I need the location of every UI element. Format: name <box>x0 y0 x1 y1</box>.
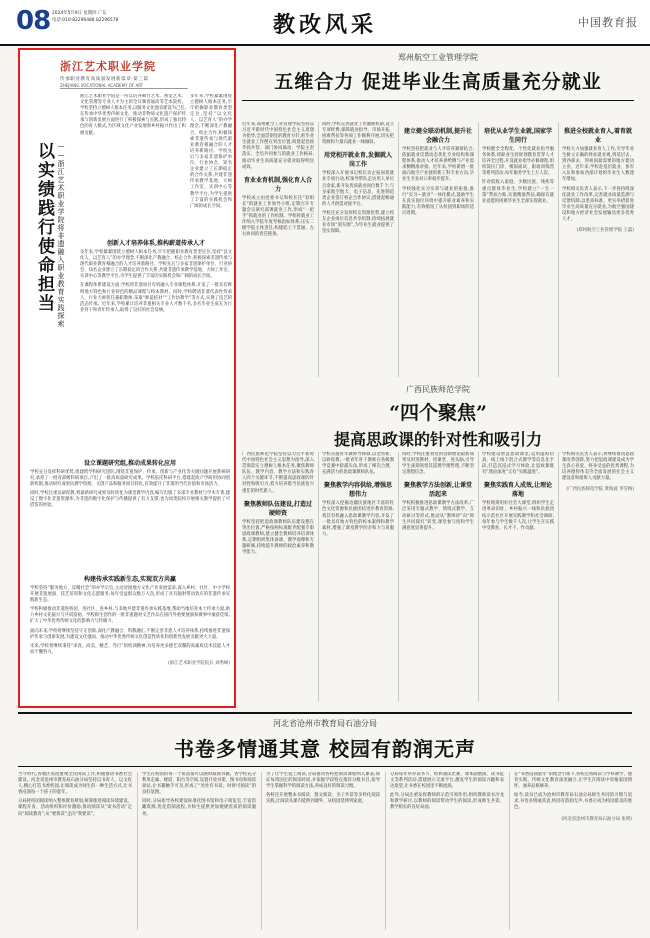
article-zzhk-c5-p2: 学校相关负责人表示,下一步将持续深化就业工作改革,完善就业质量监测与反馈机制,以更高标准、更实举措促进毕业生高质量充分就业,为航空强国建设和地方经济社会发展输送更多优秀人才。 <box>562 186 634 223</box>
feature-intro-column-2 <box>190 94 232 229</box>
article-zzhk-col-4 <box>482 122 554 377</box>
article-gxmz-header <box>242 384 634 454</box>
article-bottom-col-2 <box>142 772 256 930</box>
article-bottom-col-5 <box>514 772 632 930</box>
article-gxmz-c2-head: 聚焦教学内容供给,增强思想伟力 <box>323 482 393 499</box>
column-divider-10 <box>261 772 262 930</box>
article-bottom-header <box>18 718 632 762</box>
article-zzhk-title: 五维合力 促进毕业生高质量充分就业 <box>274 71 602 93</box>
article-zzhk-c1-head: 育业业育机制,强化育人合力 <box>243 176 313 193</box>
article-gxmz-c2-p2: 学校深入挖掘边疆民族地区丰富的红色文化资源和民族团结进步教育资源,将其有机融入思政课教学内容,开发了一批具有地方特色的校本案例和教学素材,增强了课堂教学的亲和力与说服力。 <box>322 501 394 537</box>
article-gxmz-col-5 <box>562 452 634 702</box>
article-bottom-c5-p2: 如今,读书已成为沧州市教育局石油分局师生共同的习惯与追求,书卷多情通其意,校园有韵润无声,书香正成为校园最美的底色。 <box>514 793 632 811</box>
article-zzhk-c2-p1: 同时,学校完善就业工作激励机制,设立专项经费,保障就业指导、市场开拓、困难帮扶等各项工作顺利开展,切实把资源和力量向就业一线倾斜。 <box>322 122 394 146</box>
feature-section-1-head: 创新人才培养体系,推构薪道传承人才 <box>106 240 206 247</box>
article-gxmz-caption: (广西民族师范学院 黄海波 李雪梅) <box>566 487 634 493</box>
feature-logo <box>60 58 188 89</box>
masthead <box>0 0 650 46</box>
feature-logo-subtitle-en: ZHEJIANG VOCATIONAL ACADEMY OF ART <box>60 83 144 88</box>
article-bottom-c1-p1: 当今时代,各地区高度重视全民阅读工作,积极推动书香社会建设。河北省沧州市教育局石油分局坚持以书育人、以文化人,精心打造书香校园,让阅读成为师生的一种生活方式,让书香浸润每一个孩子的童年。 <box>18 772 132 796</box>
feature-intro-column <box>80 94 186 229</box>
feature-section-3-para-2: 学校积极推动非遗进校园、进社区、进乡村,与多地共建非遗传承实践基地,帮助当地培育本土传承力量,助力乡村文化振兴与共同富裕。学校师生创作的一批非遗题材文艺作品在国内外重要展演和赛事中屡获佳绩,扩大了中华优秀传统文化的影响力与传播力。 <box>30 607 230 625</box>
masthead-rule <box>0 44 650 46</box>
masthead-meta-line-2: 电话:010-82296488 82296578 <box>52 18 119 23</box>
article-zzhk-caption: (郑州航空工业管理学院 王磊) <box>576 228 634 234</box>
feature-section-3-para-3: 面向未来,学校将继续坚持守正创新,深化产教融合、科教融汇,不断完善非遗人才培养体系,持续推进非遗保护传承与创新发展,为建设文化强国、推动中华优秀传统文化创造性转化和创新性发展贡献更大力量。 <box>30 628 230 640</box>
article-bottom-c1-p2: 分局将校园阅读纳入整体教育规划,统筹推进阅读环境建设、课程开发、活动组织和评价激励,推动阅读从“读书活动”走向“阅读教育”,从“要我读”走向“我要读”。 <box>18 799 132 817</box>
feature-section-1-para-1: 多年来,学校紧紧围绕立德树人根本任务,牢牢把握职业教育类型定位,坚持“以文化人、以艺育人”的办学理念,不断深化产教融合、校企合作,积极探索非遗传承与现代职业教育相融合的人才培养新路径。学校先后与多家非遗保护单位、行业协会、知名企业建立了长期稳定的合作关系,共建非遗传承教学基地、大师工作室、实训中心等教学平台,为学生提供了丰富的实践机会和广阔的成长空间。 <box>80 250 232 280</box>
article-gxmz-c4-p2: 学校统筹用好社会大课堂,组织学生走进革命旧址、乡村振兴一线和民族团结示范社区开展实践教学和社会调研,每年参与学生数千人次,让学生在实践中受教育、长才干、作贡献。 <box>482 501 554 531</box>
feature-section-1 <box>80 234 232 448</box>
article-bottom-title: 书卷多情通其意 校园有韵润无声 <box>174 737 476 761</box>
feature-caption: (浙江艺术职业学院院长 刘秀峰) <box>168 660 230 666</box>
article-zzhk-c1-p1: 近年来,郑州航空工业管理学院坚持以习近平新时代中国特色社会主义思想为指导,全面贯彻党的教育方针,把毕业生就业工作摆在突出位置,构建起党政齐抓共管、部门协同联动、学院主责落实、全员共同参与的就业工作格局,推动毕业生高质量充分就业取得明显成效。 <box>242 122 314 170</box>
column-divider-6 <box>398 452 399 702</box>
column-divider-1 <box>318 122 319 377</box>
section-title: 教改风采 <box>272 12 377 38</box>
article-zzhk-c3-head: 建立健全联动机制,提升社会融合力 <box>403 128 473 144</box>
article-gxmz-c3-head: 聚焦教学方法创新,让课堂活起来 <box>403 482 473 499</box>
column-divider-8 <box>558 452 559 702</box>
feature-section-3 <box>30 570 230 700</box>
column-divider-4 <box>558 122 559 377</box>
article-bottom-c4-p1: 分局每年举办读书节、经典诵读比赛、课本剧展演、读书征文等系列活动,搭建展示交流平台,激发学生的阅读兴趣和表达欲望,让书香在校园里不断流淌。 <box>390 772 504 790</box>
article-bottom-c3-p1: 为了让学生爱上阅读,分局推动各校把阅读课程纳入课表,保证每周固定的阅读时间,并依据学段特点推荐分级书目,指导学生掌握科学的阅读方法,养成良好的阅读习惯。 <box>266 772 380 790</box>
feature-section-2 <box>30 454 230 564</box>
feature-intro-continued: 多年来,学校紧紧围绕立德树人根本任务,牢牢把握职业教育类型定位,坚持“以文化人、以艺育人”的办学理念,不断深化产教融合、校企合作,积极探索非遗传承与现代职业教育相融合的人才培养新路径。学校先后与多家非遗保护单位、行业协会、知名企业建立了长期稳定的合作关系,共建非遗传承教学基地、大师工作室、实训中心等教学平台,为学生提供了丰富的实践机会和广阔的成长空间。 <box>190 94 232 209</box>
article-bottom-c5-p1: 在“书香浸润童年”的理念引领下,各校还将阅读与学科教学、德育实践、传统文化教育深度融合,让学生在阅读中厚植家国情怀、涵养品格修养。 <box>514 772 632 790</box>
article-gxmz-c1-head: 聚焦教师队伍建设,打造过硬师资 <box>243 500 313 517</box>
article-bottom-caption: (河北省沧州市教育局石油分局 张明) <box>561 816 632 822</box>
feature-section-2-head: 设立课题研究组,推动成果转化应用 <box>83 460 177 467</box>
column-divider-12 <box>509 772 510 930</box>
feature-section-3-head: 构建传承实践新生态,实现双方共赢 <box>83 576 177 583</box>
article-gxmz-institution: 广西民族师范学院 <box>406 385 470 394</box>
column-divider-5 <box>318 452 319 702</box>
newspaper-brand: 中国教育报 <box>578 16 638 29</box>
feature-section-2-para-1: 学校充分发挥科研优势,组建跨学科研究团队,围绕非遗保护、传承、创新与产业化等关键问题开展系统研究,承担了一批省部级科研项目,产出了一批高质量研究成果。学校依托科研平台,搭建起政产学研用协同创新机制,推动研究成果向教学资源、文创产品和服务项目转化,有效提升了非遗的当代价值和市场活力。 <box>30 470 230 488</box>
article-gxmz-col-2 <box>322 452 394 702</box>
article-zzhk-c5-head: 推进全校就业育人,着育就业 <box>563 128 633 144</box>
article-zzhk-c5-p1: 学校大力加强就业育人工作,引导毕业生树立正确的择业就业观,到基层去、到西部去、到祖国最需要的地方建功立业。近年来,学校赴基层就业、参军入伍和参加西部计划的毕业生人数逐年增加。 <box>562 147 634 183</box>
article-gxmz-col-3 <box>402 452 474 702</box>
bottom-article-top-rule <box>18 712 632 714</box>
feature-headline: 以实绩践行使命担当 <box>34 142 54 313</box>
feature-highlight-box <box>18 48 236 708</box>
column-divider-7 <box>478 452 479 702</box>
column-divider-3 <box>478 122 479 377</box>
article-bottom-rule <box>18 766 632 767</box>
article-zzhk-c3-p2: 学校强化实习实训与就业的衔接,推行“实习—就业”一体化模式,鼓励学生在真实岗位环境中提升职业素养和实践能力,有效缩短了从校园到职场的适应周期。 <box>402 186 474 216</box>
article-gxmz-c3-p1: 同时,学校注重将党的创新理论最新成果及时进教材、进课堂、进头脑,引导学生深刻领悟其道理学理哲理,不断坚定理想信念。 <box>402 452 474 476</box>
article-zzhk-rule <box>242 100 634 101</box>
article-bottom-col-1 <box>18 772 132 930</box>
article-gxmz-lead: 广西民族师范学院坚持以习近平新时代中国特色社会主义思想为指导,深入贯彻落实立德树人根本任务,聚焦教师队伍、教学内容、教学方法和实践育人四个关键环节,不断提高思政课的针对性和吸引力,着力培养堪当民族复兴重任的时代新人。 <box>242 452 314 494</box>
feature-logo-title: 浙江艺术职业学院 <box>60 60 156 73</box>
feature-section-3-para-4: 未来,学校将继续秉持“求真、尚美、精艺、笃行”的校训精神,为培养更多德艺双馨的高素质技术技能人才而不懈努力。 <box>30 643 230 655</box>
feature-subheadline: ——浙江艺术职业学院将非遗融入职业教育实践探索 <box>57 142 65 328</box>
article-gxmz-col-1 <box>242 452 314 702</box>
article-bottom-institution: 河北省沧州市教育局石油分局 <box>273 719 377 728</box>
article-gxmz-title-2: 提高思政课的针对性和吸引力 <box>333 430 542 449</box>
article-zzhk-c2-head: 用党相开就业育,发掘就人岗工作 <box>323 152 393 169</box>
article-zzhk-col-5 <box>562 122 634 377</box>
feature-intro: 浙江艺术职业学院是一所以培养舞台艺术、视觉艺术、文化管理等专业人才为主的全日制普通高等艺术院校。学校坚持立德树人根本任务,以服务文化强省建设为己任,在传承中华优秀传统文化、推动非物质文化遗产保护传承与创新发展方面进行了积极探索与实践,形成了独具特色的育人模式,为区域文化产业发展和乡村振兴作出了积极贡献。 <box>80 94 186 136</box>
page-number: 08 <box>16 6 51 36</box>
feature-logo-subtitle: 传承职业教育高质量发展新篇章·第三篇 <box>60 77 149 82</box>
article-zzhk-c4-p2: 针对低收入家庭、少数民族、残疾等重点群体毕业生,学校建立“一生一策”帮扶台账,实施精准帮扶,确保有就业意愿的困难毕业生全部实现就业。 <box>482 180 554 204</box>
article-zzhk-c4-p1: 学校健全全程化、个性化就业指导服务体系,将职业生涯规划教育贯穿人才培养全过程,开设就业指导必修课程,组织简历门诊、模拟面试、职场训练营等系列活动,每年服务学生上万人次。 <box>482 147 554 177</box>
article-zzhk-institution: 郑州航空工业管理学院 <box>398 53 478 62</box>
article-bottom-c4-p2: 此外,分局注重发挥教师的示范引领作用,组织教师读书沙龙和教学研讨,以教师的阅读带动学生的阅读,形成师生共读、教学相长的良好局面。 <box>390 793 504 811</box>
article-gxmz-col-4 <box>482 452 554 702</box>
article-gxmz-c4-p1: 学校建设智慧思政课堂,运用虚拟仿真、线上线下混合式教学等信息化手段,打造沉浸式学习体验,让思政课既有“理论深度”又有“实践温度”。 <box>482 452 554 476</box>
article-gxmz-c3-p2: 学校积极推进思政课教学方法改革,广泛采用专题式教学、情境式教学、互动研讨等形式,推动从“教师讲”向“师生共同探究”转变,课堂参与度和学生满意度显著提升。 <box>402 501 474 531</box>
article-gxmz-c1-p1: 学校坚持把思政课教师队伍建设摆在突出位置,严格按照标准配齐配强专职思政课教师,建立健全教师培养培训体系,定期组织集体备课、教学观摩和专题研修,持续提升教师的政治素养和教学能力。 <box>242 519 314 556</box>
column-divider-11 <box>385 772 386 930</box>
article-bottom-c2-p1: 学生在校园的每一个角落都可以随时取阅书籍。各学校充分利用走廊、楼道、阳台等空间,设置开放书架、图书角和阅读驿站,让书籍触手可及,形成了“处处有书读、时时可阅读”的良好氛围。 <box>142 772 256 796</box>
article-zzhk-c2-p2: 学校深入开展书记校长访企拓岗促就业专项行动,校领导带队走访用人单位百余家,新开发优质就业岗位数千个,与多家航空航天、电子信息、先进制造类企业签订校企合作协议,搭建起畅通的人才供需对接平台。 <box>322 171 394 207</box>
article-gxmz-c4-head: 聚焦实践育人成效,让理论落地 <box>483 482 553 499</box>
article-bottom-col-3 <box>266 772 380 930</box>
article-zzhk-c4-head: 培优从业学生业就,国家学生同行 <box>483 128 553 144</box>
article-gxmz-c5-p1: 学校相关负责人表示,将继续推动思政课改革创新,努力把思政课建设成为学生真心喜爱、终身受益的优秀课程,为培养德智体美劳全面发展的社会主义建设者和接班人贡献力量。 <box>562 452 634 482</box>
article-zzhk-c3-p1: 学校坚持把就业与人才培养紧密结合,依据就业反馈动态优化专业结构和课程体系,推动人才培养供给侧与产业需求侧精准对接。近年来,学校新增一批面向航空产业链的新工科专业方向,毕业生专业对口率稳步提升。 <box>402 147 474 183</box>
article-gxmz-title-1: “四个聚焦” <box>389 402 487 424</box>
feature-section-3-para-1: 学校坚持“服务地方、反哺社会”的办学宗旨,主动对接地方文化产业发展需求,深入乡村、社区、中小学校开展非遗展演、技艺培训和文化志愿服务,每年受益群众数万人次,形成了具有辐射带动效应的非遗传承实践新生态。 <box>30 586 230 604</box>
column-divider-9 <box>137 772 138 930</box>
article-zzhk-c2-p3: 学校还充分发挥校友资源优势,建立校友企业岗位信息共享机制,持续拓展就业市场“朋友圈”,为毕业生就业提供了坚实保障。 <box>322 210 394 235</box>
article-bottom-col-4 <box>390 772 504 930</box>
feature-section-1-para-2: 在课程体系建设方面,学校将非遗项目有机融入专业课程体系,开发了一批具有鲜明地方特色和行业特色的精品课程与校本教材。同时,学校聘请非遗代表性传承人、行业大师担任兼职教师,采取“师徒结对”“工作坊教学”等方式,实现了技艺的活态传承。近年来,学校累计培养非遗相关专业人才数千名,多名毕业生成长为行业骨干和青年传承人,取得了良好的社会反响。 <box>80 283 232 313</box>
feature-section-2-para-2: 同时,学校注重以研促教,将最新研究成果及时转化为课堂教学内容,编写出版了多部专业教材与学术专著,建设了数字化非遗资源库,为非遗的数字化保护与传播提供了有力支撑,也为同类院校开展相关教学提供了可借鉴的经验。 <box>30 491 230 509</box>
article-zzhk-col-3 <box>402 122 474 377</box>
article-zzhk-c1-p2: 学校成立由党委书记和校长任“双组长”的就业工作领导小组,定期召开专题会议研究部署就业工作,形成“一把手”抓就业的工作机制。学校将就业工作纳入学院年度考核指标体系,压实二级学院主体责任,构建起上下贯通、左右协同的责任链条。 <box>242 195 314 238</box>
article-bottom-c3-p2: 各校还开展整本书阅读、群文阅读、亲子共读等多样化阅读实践,让阅读从课内延伸到课外、从校园延伸到家庭。 <box>266 793 380 805</box>
column-divider-2 <box>398 122 399 377</box>
article-bottom-c2-p2: 同时,分局指导各校建设标准化图书馆和电子阅览室,丰富馆藏资源,优化借阅流程,为师生提供更加便捷优质的阅读服务。 <box>142 799 256 817</box>
article-zzhk-col-2 <box>322 122 394 377</box>
article-gxmz-c2-p1: 学校实施青年教师导师制,以老带新、以研促教,一批青年骨干教师在各级教学竞赛中崭露头角,形成了梯次合理、充满活力的思政课教师队伍。 <box>322 452 394 476</box>
article-zzhk-col-1 <box>242 122 314 377</box>
masthead-meta-line-1: 2024年5月9日 星期四 广东 <box>52 11 107 16</box>
